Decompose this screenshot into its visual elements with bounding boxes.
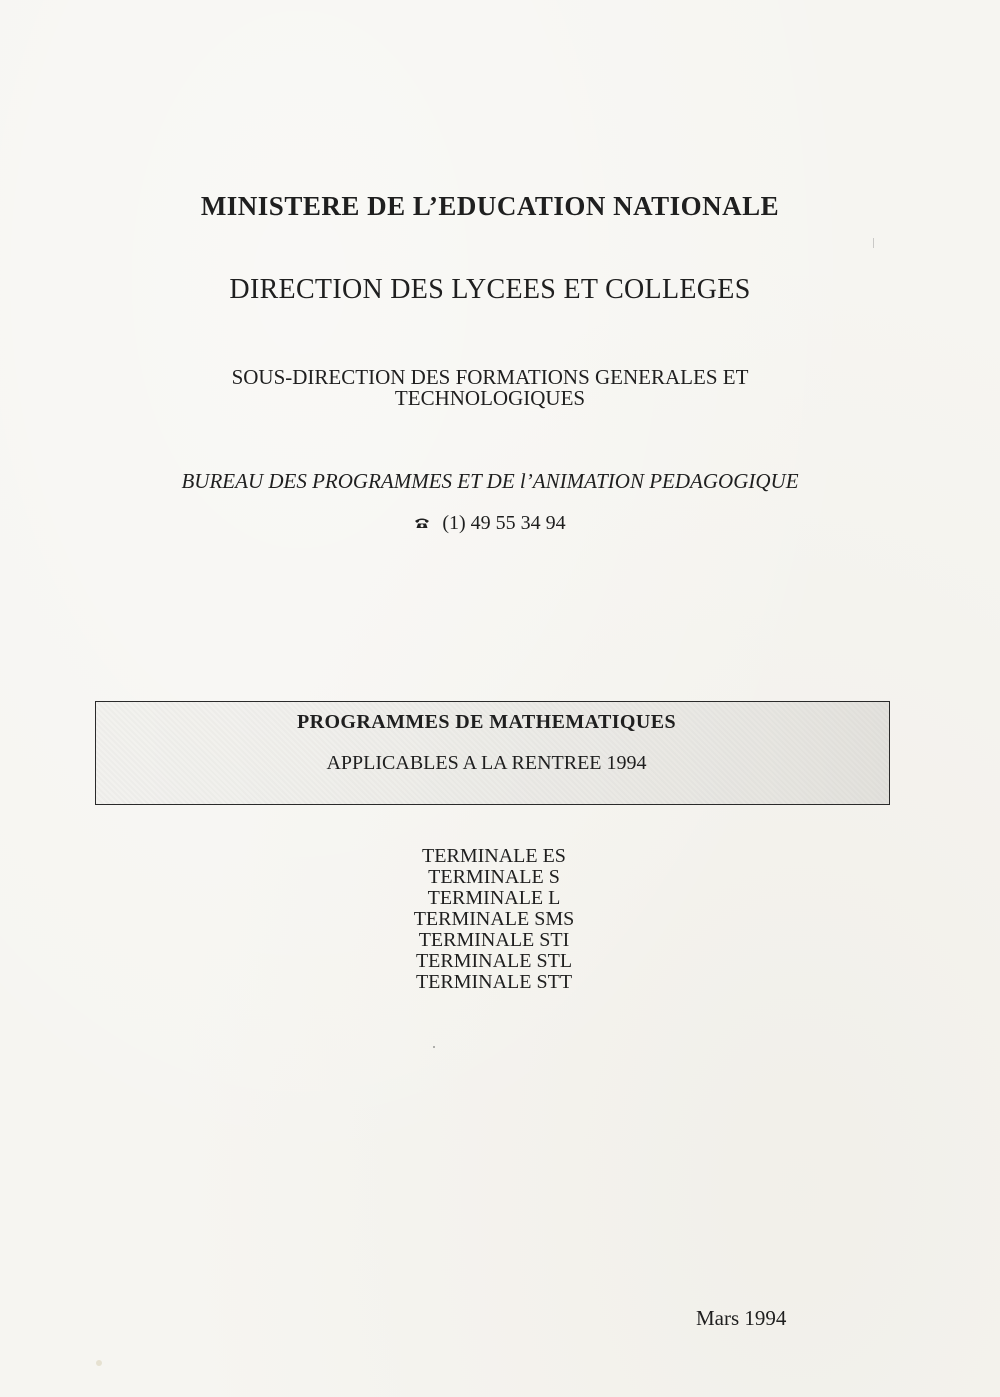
program-title: PROGRAMMES DE MATHEMATIQUES <box>297 711 676 733</box>
sous-direction <box>0 367 990 409</box>
terminal-item: TERMINALE STT <box>415 971 573 993</box>
terminal-item: TERMINALE S <box>428 866 560 888</box>
terminal-item: TERMINALE ES <box>422 845 566 867</box>
document-date: Mars 1994 <box>696 1306 787 1330</box>
telephone-icon <box>414 517 430 529</box>
terminal-item: TERMINALE SMS <box>413 908 575 930</box>
paper-speck <box>873 238 874 248</box>
terminal-list <box>0 846 1000 993</box>
sous-direction-line-1: SOUS-DIRECTION DES FORMATIONS GENERALES ET <box>231 365 749 389</box>
terminal-item: TERMINALE STL <box>415 950 573 972</box>
paper-speck <box>96 1360 102 1366</box>
program-subtitle: APPLICABLES A LA RENTREE 1994 <box>326 752 647 774</box>
terminal-item: TERMINALE L <box>427 887 561 909</box>
sous-direction-line-2: TECHNOLOGIQUES <box>394 386 586 410</box>
phone-number: (1) 49 55 34 94 <box>442 512 566 534</box>
ministry-title: MINISTERE DE L’EDUCATION NATIONALE <box>200 191 780 221</box>
paper-speck <box>433 1046 435 1048</box>
direction-title: DIRECTION DES LYCEES ET COLLEGES <box>229 274 751 305</box>
program-box <box>95 701 890 805</box>
bureau-title: BUREAU DES PROGRAMMES ET DE l’ANIMATION PEDAGOGIQUE <box>181 469 799 493</box>
phone-line <box>0 512 990 535</box>
terminal-item: TERMINALE STI <box>418 929 570 951</box>
